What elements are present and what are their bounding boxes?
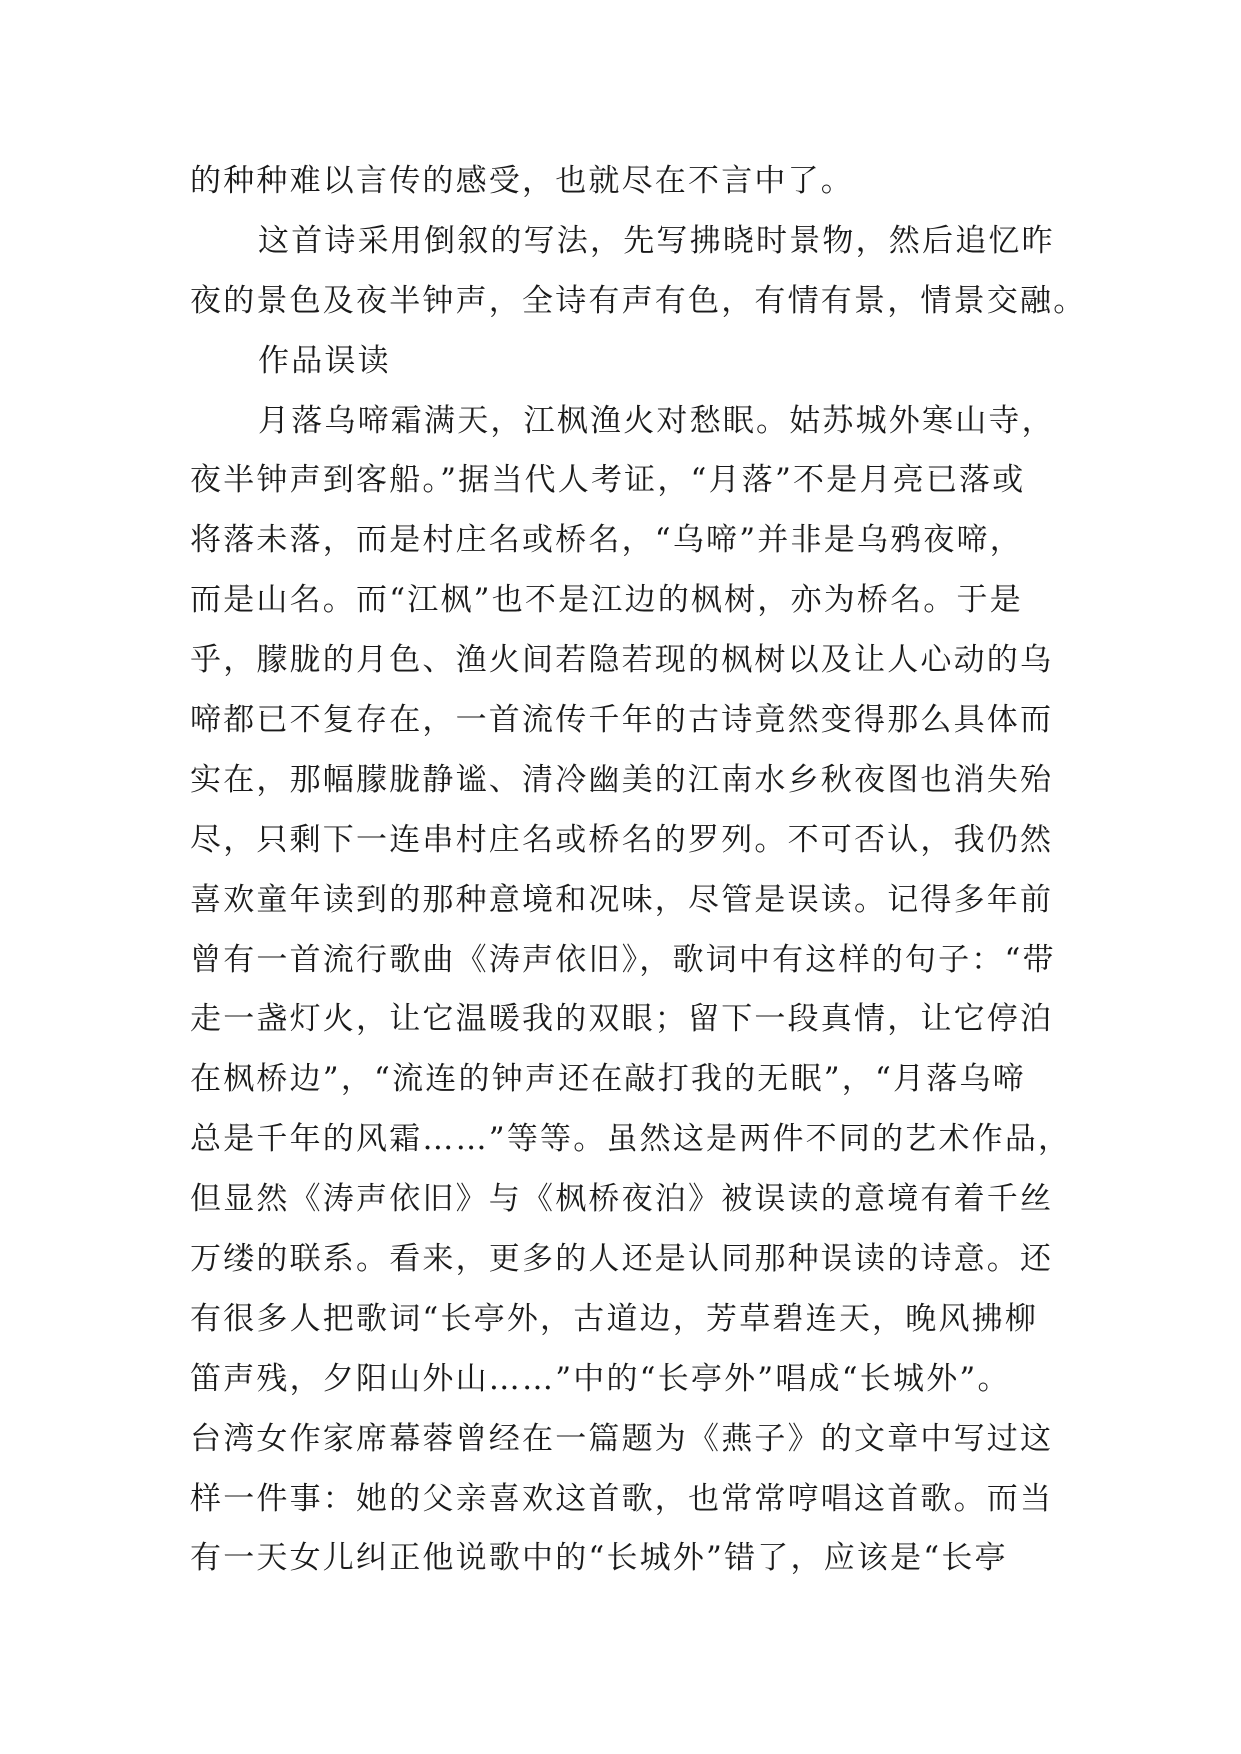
text-line: 有很多人把歌词“长亭外，古道边，芳草碧连天，晚风拂柳 xyxy=(190,1300,1039,1337)
text-line: 的种种难以言传的感受，也就尽在不言中了。 xyxy=(190,163,854,199)
text-line: 曾有一首流行歌曲《涛声依旧》，歌词中有这样的句子：“带 xyxy=(190,941,1056,978)
text-line: 总是千年的风霜……”等等。虽然这是两件不同的艺术作品， xyxy=(190,1121,1072,1158)
text-line: 但显然《涛声依旧》与《枫桥夜泊》被误读的意境有着千丝 xyxy=(190,1181,1054,1218)
body-text xyxy=(190,152,1087,1589)
text-line: 笛声残，夕阳山外山……”中的“长亭外”唱成“长城外”。 xyxy=(190,1360,1011,1397)
section-heading: 作品误读 xyxy=(258,342,391,379)
text-line: 有一天女儿纠正他说歌中的“长城外”错了，应该是“长亭 xyxy=(190,1540,1008,1577)
text-line: 尽，只剩下一连串村庄名或桥名的罗列。不可否认，我仍然 xyxy=(190,821,1054,858)
text-line: 走一盏灯火，让它温暖我的双眼；留下一段真情，让它停泊 xyxy=(190,1001,1054,1038)
text-line: 乎，朦胧的月色、渔火间若隐若现的枫树以及让人心动的乌 xyxy=(190,642,1054,679)
text-line: 而是山名。而“江枫”也不是江边的枫树，亦为桥名。于是 xyxy=(190,582,1023,619)
paragraph-start-line: 这首诗采用倒叙的写法，先写拂晓时景物，然后追忆昨 xyxy=(258,222,1055,259)
text-line: 将落未落，而是村庄名或桥名，“乌啼”并非是乌鸦夜啼， xyxy=(190,522,1023,559)
text-line: 啼都已不复存在，一首流传千年的古诗竟然变得那么具体而 xyxy=(190,702,1054,739)
text-line: 台湾女作家席幕蓉曾经在一篇题为《燕子》的文章中写过这 xyxy=(190,1420,1054,1457)
text-line: 夜的景色及夜半钟声，全诗有声有色，有情有景，情景交融。 xyxy=(190,282,1087,319)
text-line: 实在，那幅朦胧静谧、清冷幽美的江南水乡秋夜图也消失殆 xyxy=(190,761,1054,798)
paragraph-start-line: 月落乌啼霜满天，江枫渔火对愁眠。姑苏城外寒山寺， xyxy=(258,402,1055,439)
text-line: 万缕的联系。看来，更多的人还是认同那种误读的诗意。还 xyxy=(190,1241,1054,1278)
text-line: 喜欢童年读到的那种意境和况味，尽管是误读。记得多年前 xyxy=(190,881,1054,918)
text-line: 样一件事：她的父亲喜欢这首歌，也常常哼唱这首歌。而当 xyxy=(190,1480,1054,1517)
text-line: 夜半钟声到客船。”据当代人考证，“月落”不是月亮已落或 xyxy=(190,462,1026,499)
text-line: 在枫桥边”，“流连的钟声还在敲打我的无眠”，“月落乌啼 xyxy=(190,1061,1026,1098)
